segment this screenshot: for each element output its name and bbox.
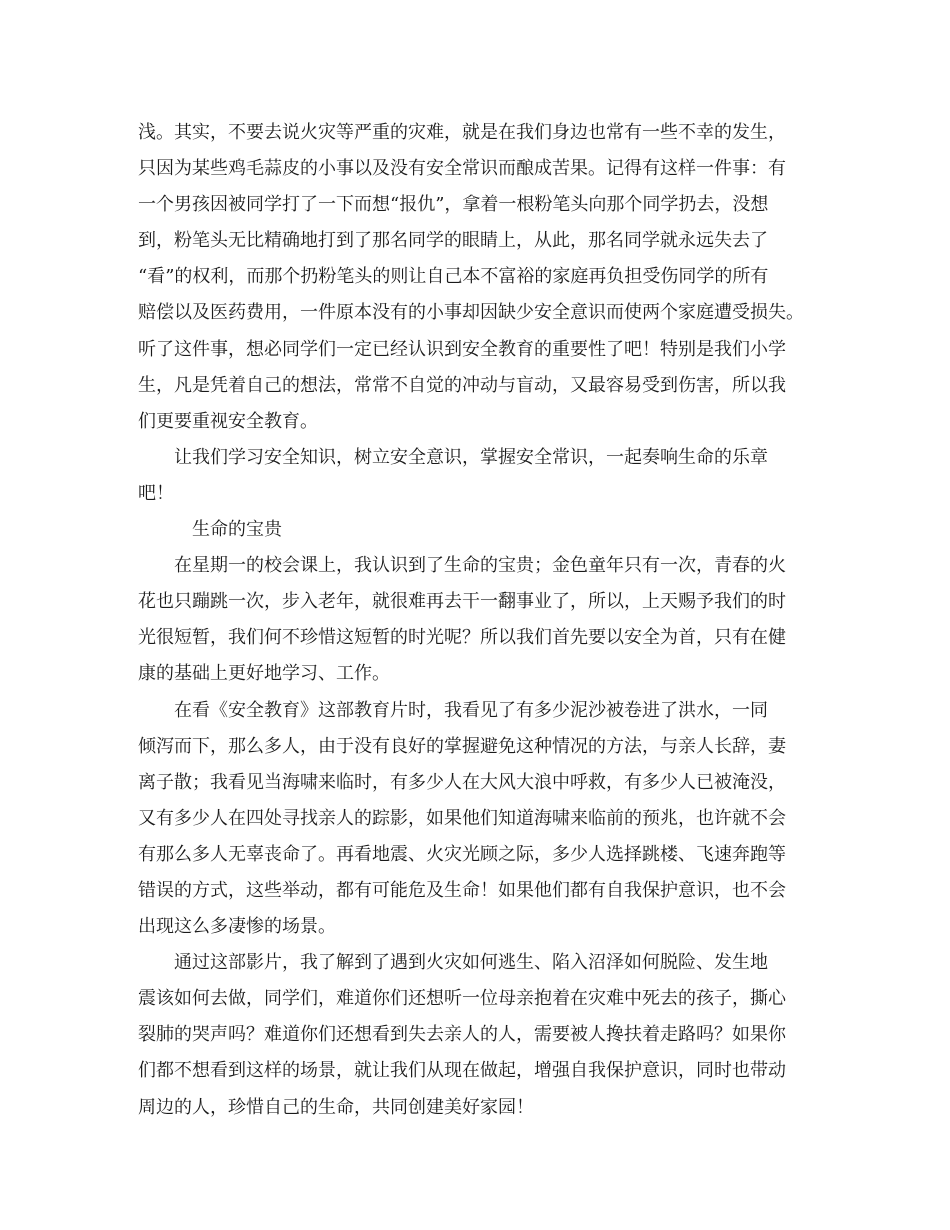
text-line: 离子散；我看见当海啸来临时，有多少人在大风大浪中呼救，有多少人已被淹没， — [138, 771, 786, 793]
document-body — [138, 115, 828, 1126]
text-line: 浅。其实，不要去说火灾等严重的灾难，就是在我们身边也常有一些不幸的发生， — [138, 122, 786, 143]
text-line: 康的基础上更好地学习、工作。 — [138, 663, 390, 685]
text-line: 们更要重视安全教育。 — [138, 410, 318, 432]
text-line: 吧！ — [138, 482, 174, 504]
text-line: 到，粉笔头无比精确地打到了那名同学的眼睛上，从此，那名同学就永远失去了 — [138, 230, 768, 252]
text-line: 裂肺的哭声吗？难道你们还想看到失去亲人的人，需要被人搀扶着走路吗？如果你 — [138, 1024, 786, 1046]
text-line: 赔偿以及医药费用，一件原本没有的小事却因缺少安全意识而使两个家庭遭受损失。 — [138, 302, 804, 324]
text-line: 生，凡是凭着自己的想法，常常不自觉的冲动与盲动，又最容易受到伤害，所以我 — [138, 374, 786, 396]
section-heading: 生命的宝贵 — [138, 519, 282, 541]
text-line: 倾泻而下，那么多人，由于没有良好的掌握避免这种情况的方法，与亲人长辞，妻 — [138, 735, 786, 757]
text-line: 花也只蹦跳一次，步入老年，就很难再去干一翻事业了，所以，上天赐予我们的时 — [138, 591, 786, 613]
text-line: “看”的权利，而那个扔粉笔头的则让自己本不富裕的家庭再负担受伤同学的所有 — [138, 266, 769, 288]
text-line: 又有多少人在四处寻找亲人的踪影，如果他们知道海啸来临前的预兆，也许就不会 — [138, 807, 786, 829]
text-line: 通过这部影片，我了解到了遇到火灾如何逃生、陷入沼泽如何脱险、发生地 — [138, 952, 768, 974]
text-line: 只因为某些鸡毛蒜皮的小事以及没有安全常识而酿成苦果。记得有这样一件事：有 — [138, 158, 786, 180]
text-line: 在看《安全教育》这部教育片时，我看见了有多少泥沙被卷进了洪水，一同 — [138, 699, 768, 721]
text-line: 错误的方式，这些举动，都有可能危及生命！如果他们都有自我保护意识，也不会 — [138, 879, 786, 901]
text-line: 出现这么多凄惨的场景。 — [138, 916, 336, 938]
text-line: 有那么多人无辜丧命了。再看地震、火灾光顾之际，多少人选择跳楼、飞速奔跑等 — [138, 843, 786, 865]
text-line: 在星期一的校会课上，我认识到了生命的宝贵；金色童年只有一次，青春的火 — [138, 555, 786, 577]
text-line: 听了这件事，想必同学们一定已经认识到安全教育的重要性了吧！特别是我们小学 — [138, 338, 786, 360]
text-line: 震该如何去做，同学们，难道你们还想听一位母亲抱着在灾难中死去的孩子，撕心 — [138, 988, 786, 1010]
text-line: 周边的人，珍惜自己的生命，共同创建美好家园！ — [138, 1096, 534, 1118]
text-line: 们都不想看到这样的场景，就让我们从现在做起，增强自我保护意识，同时也带动 — [138, 1060, 786, 1082]
text-line: 让我们学习安全知识，树立安全意识，掌握安全常识，一起奏响生命的乐章 — [138, 446, 768, 468]
text-line: 光很短暂，我们何不珍惜这短暂的时光呢？所以我们首先要以安全为首，只有在健 — [138, 627, 786, 649]
text-line: 一个男孩因被同学打了一下而想“报仇”，拿着一根粉笔头向那个同学扔去，没想 — [138, 194, 769, 216]
